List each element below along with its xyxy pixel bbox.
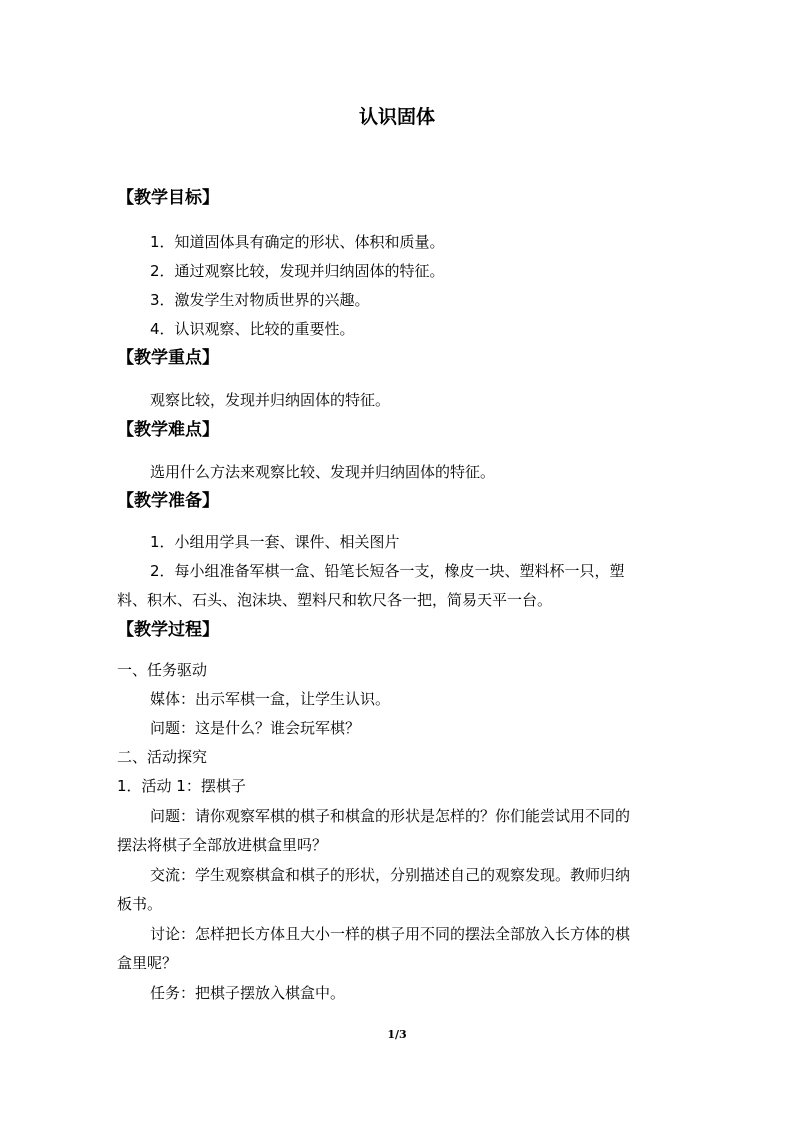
process-heading: 【教学过程】 <box>117 620 219 640</box>
activity-title: 1．活动 1：摆棋子 <box>117 777 246 795</box>
objective-item: 2．通过观察比较，发现并归纳固体的特征。 <box>150 262 445 280</box>
process-part-title: 二、活动探究 <box>117 748 208 766</box>
objectives-heading: 【教学目标】 <box>117 188 219 208</box>
process-part-title: 一、任务驱动 <box>117 661 208 679</box>
process-paragraph: 任务：把棋子摆放入棋盒中。 <box>150 984 346 1002</box>
preparation-heading: 【教学准备】 <box>117 491 219 511</box>
preparation-item-continued: 料、积木、石头、泡沫块、塑料尺和软尺各一把，简易天平一台。 <box>117 591 553 609</box>
difficulties-heading: 【教学难点】 <box>117 420 219 440</box>
page-title: 认识固体 <box>358 106 435 128</box>
process-paragraph: 讨论：怎样把长方体且大小一样的棋子用不同的摆法全部放入长方体的棋 <box>150 925 631 943</box>
objective-item: 3．激发学生对物质世界的兴趣。 <box>150 291 370 309</box>
process-paragraph-continued: 摆法将棋子全部放进棋盒里吗？ <box>117 836 328 854</box>
key-points-heading: 【教学重点】 <box>117 348 219 368</box>
process-paragraph: 问题：这是什么？谁会玩军棋？ <box>150 719 361 737</box>
key-points-text: 观察比较，发现并归纳固体的特征。 <box>150 391 391 409</box>
preparation-item: 2．每小组准备军棋一盒、铅笔长短各一支，橡皮一块、塑料杯一只，塑 <box>150 562 625 580</box>
process-paragraph-continued: 板书。 <box>117 895 163 913</box>
process-paragraph-continued: 盒里呢？ <box>117 954 178 972</box>
process-paragraph: 交流：学生观察棋盒和棋子的形状，分别描述自己的观察发现。教师归纳 <box>150 866 631 884</box>
objective-item: 4．认识观察、比较的重要性。 <box>150 320 355 338</box>
page-number: 1/3 <box>387 1028 407 1041</box>
process-paragraph: 问题：请你观察军棋的棋子和棋盒的形状是怎样的？你们能尝试用不同的 <box>150 807 631 825</box>
process-paragraph: 媒体：出示军棋一盒，让学生认识。 <box>150 690 391 708</box>
objective-item: 1．知道固体具有确定的形状、体积和质量。 <box>150 233 445 251</box>
difficulties-text: 选用什么方法来观察比较、发现并归纳固体的特征。 <box>150 463 496 481</box>
preparation-item: 1．小组用学具一套、课件、相关图片 <box>150 533 400 551</box>
